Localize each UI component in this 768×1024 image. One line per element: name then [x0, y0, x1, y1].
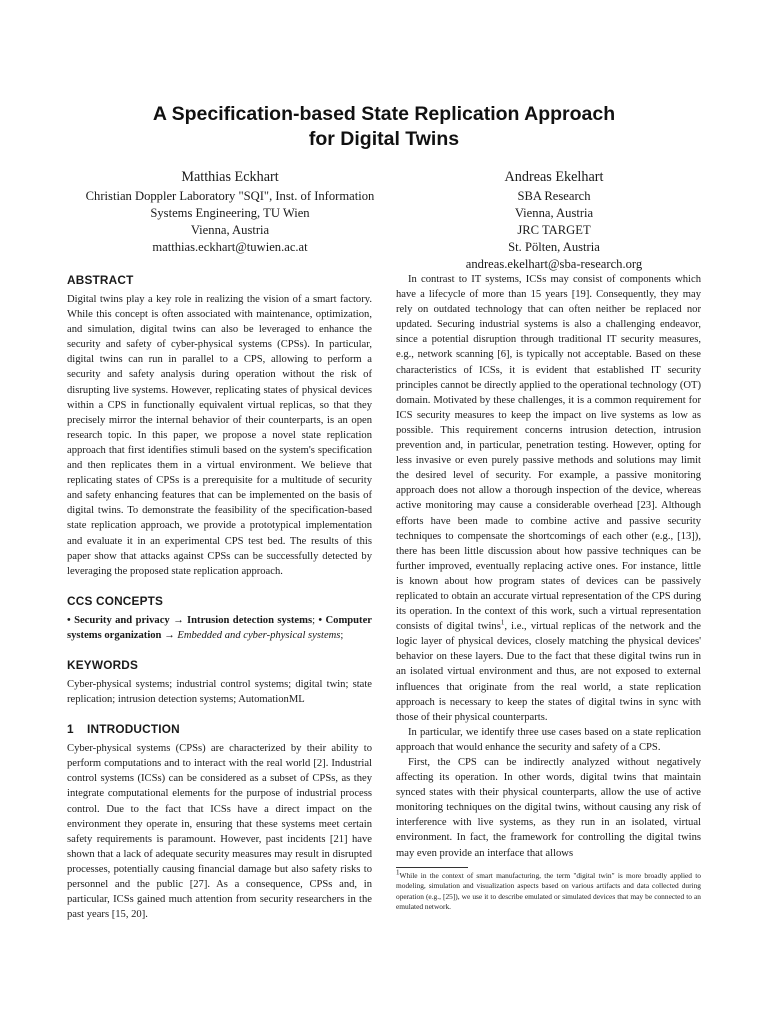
- author-affiliation-line: Systems Engineering, TU Wien: [150, 206, 310, 220]
- author-affiliation-line: Vienna, Austria: [514, 206, 594, 220]
- ccs-concept-2-sub: Embedded and cyber-physical systems: [177, 629, 341, 641]
- author-affiliation-line: St. Pölten, Austria: [508, 240, 600, 254]
- abstract-heading: ABSTRACT: [67, 273, 134, 287]
- section-title: INTRODUCTION: [87, 722, 180, 737]
- right-column: [396, 272, 701, 861]
- footnote-rule: [396, 867, 468, 868]
- footnote-number: 1: [396, 868, 400, 877]
- title-line-2: for Digital Twins: [308, 128, 460, 150]
- intro-paragraph-4: First, the CPS can be indirectly analyzed without negatively affecting its operation. In other words, digital twins that maintain synced states with their physical counterparts, allow the use of active monitoring techniques on the digital twins, without causing any risk of interference with live systems, as they run in an isolated, virtual environment. In fact, the framework for controlling the digital twins may even provide an interface that allows: [396, 757, 701, 859]
- intro-paragraph-2: In contrast to IT systems, ICSs may consist of components which have a lifecycle of more than 15 years [19]. Consequently, they may rely on outdated technology that can often neither be replaced nor updated. Securing industrial systems is also a challenging endeavor, since a potential disruption through traditional IT security measures, e.g., network scanning [6], is typically not acceptable. Based on these characteristics of ICSs, it is evident that established IT security principles cannot be directly applied to the operational technology (OT) domain. Motivated by these challenges, it is a common requirement for ICS security measures to keep the impact on live systems as low as possible. This requirement concerns intrusion detection, intrusion prevention and, in particular, penetration testing. However, opting for less invasive or even purely passive methods and solutions may limit the desired level of security. For example, a passive monitoring approach does not allow a thorough inspection of the device, whereas active monitoring may cause a considerable overhead [23]. Although efforts have been made to combine active and passive security techniques to compensate the shortcomings of each other (e.g., [13]), there has been little discussion about how passive techniques can be further improved, eventually replacing active ones. For instance, little is known about how program states of devices can be passively replicated to obtain an accurate virtual representation of the CPS during its operation. In the context of this work, such a virtual representation consists of digital twins$^1$, i.e., virtual replicas of the network and the logic layer of physical devices, closely matching the physical devices' behavior on these layers. Due to the fact that these digital twins run in an isolated virtual environment and thus, are not exposed to external influences that originate from the real world, a state replication approach is necessary to keep the states of digital twins in sync with those of their physical counterparts.: [396, 274, 701, 723]
- abstract-text: Digital twins play a key role in realizing the vision of a smart factory. While this concept is often associated with maintenance, optimization, and simulation, digital twins can also be leveraged to enhance the security and safety of cyber-physical systems (CPSs). In particular, digital twins can run in parallel to a CPS, allowing to perform a security and safety analysis during operation without the risk of disrupting live systems. However, replicating states of physical devices within a CPS in functionally equivalent virtual replicas, so that they precisely mirror the internal behavior of their counterparts, is an open research topic. In this paper, we propose a novel state replication approach that first identifies stimuli based on the system's specification and then replicates them in a virtual environment. We believe that replicating states of CPSs is a prerequisite for a multitude of security and safety enhancing features that can be implemented on the basis of digital twins. To demonstrate the feasibility of the specification-based state replication approach, we provide a prototypical implementation and evaluate it in an experimental CPS test bed. The results of this paper show that attacks against CPSs can be successfully detected by leveraging the proposed state replication approach.: [67, 294, 372, 577]
- left-column: [67, 272, 372, 922]
- section-number: 1: [67, 722, 74, 737]
- ccs-concepts: • Security and privacy → Intrusion detection systems; • Computer systems organization → Embedded and cyber-physical systems;: [67, 614, 372, 641]
- introduction-heading: [67, 721, 372, 737]
- author-affiliation-line: Christian Doppler Laboratory "SQI", Inst. of Information: [85, 189, 375, 203]
- ccs-concept-1: • Security and privacy → Intrusion detection systems: [67, 614, 313, 626]
- author-email[interactable]: matthias.eckhart@tuwien.ac.at: [152, 240, 308, 254]
- author-affiliation-line: Vienna, Austria: [190, 223, 270, 237]
- keywords-text: Cyber-physical systems; industrial control systems; digital twin; state replication; intrusion detection systems; AutomationML: [67, 678, 372, 706]
- author-block-2: [404, 168, 704, 273]
- ccs-heading: CCS CONCEPTS: [67, 593, 164, 608]
- author-block-1: [70, 168, 390, 256]
- intro-paragraph-1: Cyber-physical systems (CPSs) are characterized by their ability to perform computations and to interact with the real world [2]. Industrial control systems (ICSs) can be considered as a subset of CPSs, as they integrate computational elements for the purpose of industrial process control. Due to the fact that ICSs have a direct impact on the environment they operate in, ensuring that these systems meet certain safety requirements is paramount. However, past incidents [21] have shown that a lack of adequate security measures may result in disrupted processes, potentially causing financial damage but also safety risks to personnel and the public [27]. As a consequence, CPSs and, in particular, ICSs gained much attention from security researchers in the past years [15, 20].: [67, 743, 372, 921]
- author-affiliation-line: SBA Research: [517, 189, 591, 203]
- footnote: [396, 868, 701, 913]
- author-name: Andreas Ekelhart: [504, 169, 604, 185]
- author-email[interactable]: andreas.ekelhart@sba-research.org: [465, 257, 643, 271]
- ccs-concept-2: • Computer systems organization: [67, 614, 372, 641]
- footnote-marker[interactable]: 1: [500, 618, 505, 627]
- paper-title: [0, 102, 768, 152]
- author-name: Matthias Eckhart: [181, 169, 279, 185]
- author-affiliation-line: JRC TARGET: [517, 223, 591, 237]
- title-line-1: A Specification-based State Replication Approach: [152, 103, 616, 125]
- footnote-text: While in the context of smart manufacturing, the term "digital twin" is more broadly applied to modeling, simulation and visualization aspects based on various artifacts and data collected during operation (e.g., [25]), we use it to describe emulated or simulated devices that may be connected to an emulated network.: [396, 871, 701, 912]
- intro-paragraph-3: In particular, we identify three use cases based on a state replication approach that would enhance the security and safety of a CPS.: [396, 726, 701, 753]
- keywords-heading: KEYWORDS: [67, 657, 139, 672]
